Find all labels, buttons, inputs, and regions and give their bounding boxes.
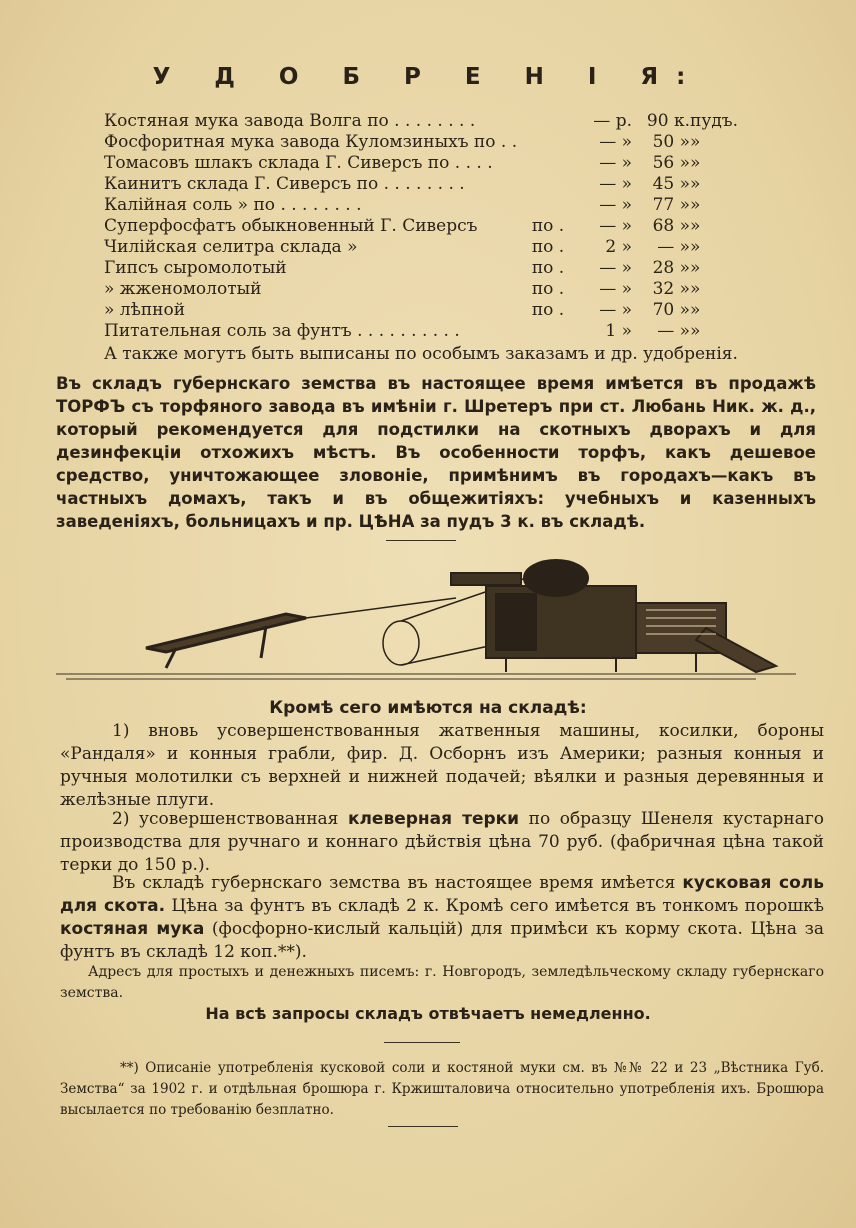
clover-text-b: по образцу Шенеля кустарнаго производства для ручнаго и коннаго дѣйствія цѣна 70 руб. (фабричная цѣна такой терки до 150 р.). (60, 809, 825, 875)
price-kop: 77 » (652, 195, 690, 215)
price-row (104, 131, 772, 152)
price-kop: 32 » (652, 279, 690, 299)
price-name: Томасовъ шлакъ склада Г. Сиверсъ по . . . . (104, 153, 493, 173)
machines-text: 1) вновь усовершенствованныя жатвенныя машины, косилки, бороны «Рандаля» и конныя грабли, фир. Д. Осборнъ изъ Америки; разныя конныя и ручныя молотилки съ верхней и нижней подачей; вѣялки и разныя деревянныя и желѣзные плуги. (60, 721, 824, 810)
page-title: У Д О Б Р Е Н І Я: (152, 64, 704, 90)
price-kop: 70 » (652, 300, 690, 320)
salt-text-b: Цѣна за фунтъ въ складѣ 2 к. Кромѣ сего имѣется въ тонкомъ порошкѣ (165, 896, 825, 916)
price-po: по . (531, 237, 565, 257)
price-row (104, 194, 772, 215)
price-po: по . (531, 216, 565, 236)
salt-item: кусковая соль для скота. (60, 873, 824, 916)
price-row (104, 173, 772, 194)
price-row (104, 152, 772, 173)
price-name: » лѣпной (104, 300, 186, 320)
price-po (522, 194, 574, 215)
price-name: Калійная соль » по . . . . . . . . (104, 195, 362, 215)
price-rub: 2 » (605, 237, 632, 257)
price-unit: » (690, 237, 701, 257)
footnote: **) Описаніе употребленія кусковой соли и костяной муки см. въ №№ 22 и 23 „Вѣстника Губ. Земства“ за 1902 г. и отдѣльная брошюра г. Кржишталовича относительно употребленія ихъ. Брошюра высылается по требованію безплатно. (60, 1060, 824, 1118)
price-unit: » (690, 321, 701, 341)
peat-paragraph: Въ складъ губернскаго земства въ настоящее время имѣется въ продажѣ ТОРФЪ съ торфяного завода въ имѣніи г. Шретеръ при ст. Любань Ник. ж. д., который рекомендуется для подстилки на скотныхъ дворахъ и для дезинфекціи отхожихъ мѣстъ. Въ особенности торфъ, какъ дешевое средство, уничтожающее зловоніе, примѣнимъ въ городахъ—какъ въ частныхъ домахъ, такъ и въ общежитіяхъ: учебныхъ и казенныхъ заведеніяхъ, больницахъ и пр. ЦѢНА за пудъ 3 к. въ складѣ. (56, 374, 816, 531)
price-unit: » (690, 279, 701, 299)
price-unit: » (690, 195, 701, 215)
price-po (522, 152, 574, 173)
price-unit: » (690, 300, 701, 320)
price-kop: 68 » (652, 216, 690, 236)
reply-note: На всѣ запросы складъ отвѣчаетъ немедленно. (205, 1004, 651, 1023)
also-available-note: А также могутъ быть выписаны по особымъ заказамъ и др. удобренія. (104, 344, 738, 364)
price-row (104, 215, 772, 236)
price-name: Гипсъ сыромолотый (104, 258, 287, 278)
price-kop: 45 » (652, 174, 690, 194)
price-rub: — » (599, 300, 632, 320)
divider (386, 540, 456, 541)
price-name: » жженомолотый (104, 279, 262, 299)
price-po: по . (531, 300, 565, 320)
price-kop: 28 » (652, 258, 690, 278)
price-row (104, 299, 772, 320)
bonemeal-item: костяная мука (60, 919, 205, 939)
price-kop: 56 » (652, 153, 690, 173)
price-unit: » (690, 258, 701, 278)
price-unit: » (690, 132, 701, 152)
additional-items-heading: Кромѣ сего имѣются на складѣ: (269, 698, 587, 718)
price-row (104, 257, 772, 278)
price-name: Суперфосфатъ обыкновенный Г. Сиверсъ (104, 216, 478, 236)
price-kop: — » (657, 321, 690, 341)
price-po (522, 131, 574, 152)
clover-paragraph (60, 808, 824, 877)
price-rub: — » (599, 153, 632, 173)
divider (388, 1126, 458, 1127)
price-name: Чилійская селитра склада » (104, 237, 358, 257)
price-name: Каинитъ склада Г. Сиверсъ по . . . . . . . . (104, 174, 465, 194)
price-unit: » (690, 216, 701, 236)
machines-paragraph (60, 720, 824, 812)
price-kop: — » (657, 237, 690, 257)
postal-address: Адресъ для простыхъ и денежныхъ писемъ: г. Новгородъ, земледѣльческому складу губернскаго земства. (60, 964, 824, 1001)
clover-item: клеверная терки (347, 809, 520, 829)
price-po (522, 320, 574, 341)
divider (384, 1042, 460, 1043)
price-kop: 90 к. (646, 111, 690, 131)
price-rub: — р. (593, 111, 632, 131)
price-po (522, 110, 574, 131)
salt-paragraph (60, 872, 824, 964)
price-po: по . (531, 279, 565, 299)
price-rub: — » (599, 216, 632, 236)
price-row (104, 278, 772, 299)
price-name: Питательная соль за фунтъ . . . . . . . . . . (104, 321, 460, 341)
threshing-machine-illustration (56, 548, 816, 688)
price-rub: — » (599, 132, 632, 152)
price-name: Фосфоритная мука завода Куломзиныхъ по . . (104, 132, 518, 152)
clover-text-a: 2) усовершенствованная (112, 809, 348, 829)
price-row (104, 320, 772, 341)
price-rub: — » (599, 195, 632, 215)
salt-text-c: (фосфорно-кислый кальцій) для примѣси къ корму скота. Цѣна за фунтъ въ складѣ 12 коп.**). (60, 919, 825, 962)
price-unit: » (690, 174, 701, 194)
price-row (104, 236, 772, 257)
price-kop: 50 » (652, 132, 690, 152)
price-rub: — » (599, 279, 632, 299)
fertilizer-price-list (104, 110, 772, 341)
price-rub: — » (599, 258, 632, 278)
price-po: по . (531, 258, 565, 278)
price-row (104, 110, 772, 131)
price-unit: » (690, 153, 701, 173)
price-rub: — » (599, 174, 632, 194)
price-name: Костяная мука завода Волга по . . . . . . . . (104, 111, 476, 131)
salt-text-a: Въ складѣ губернскаго земства въ настоящее время имѣется (112, 873, 683, 893)
price-po (522, 173, 574, 194)
price-unit: пудъ. (690, 111, 739, 131)
price-rub: 1 » (605, 321, 632, 341)
